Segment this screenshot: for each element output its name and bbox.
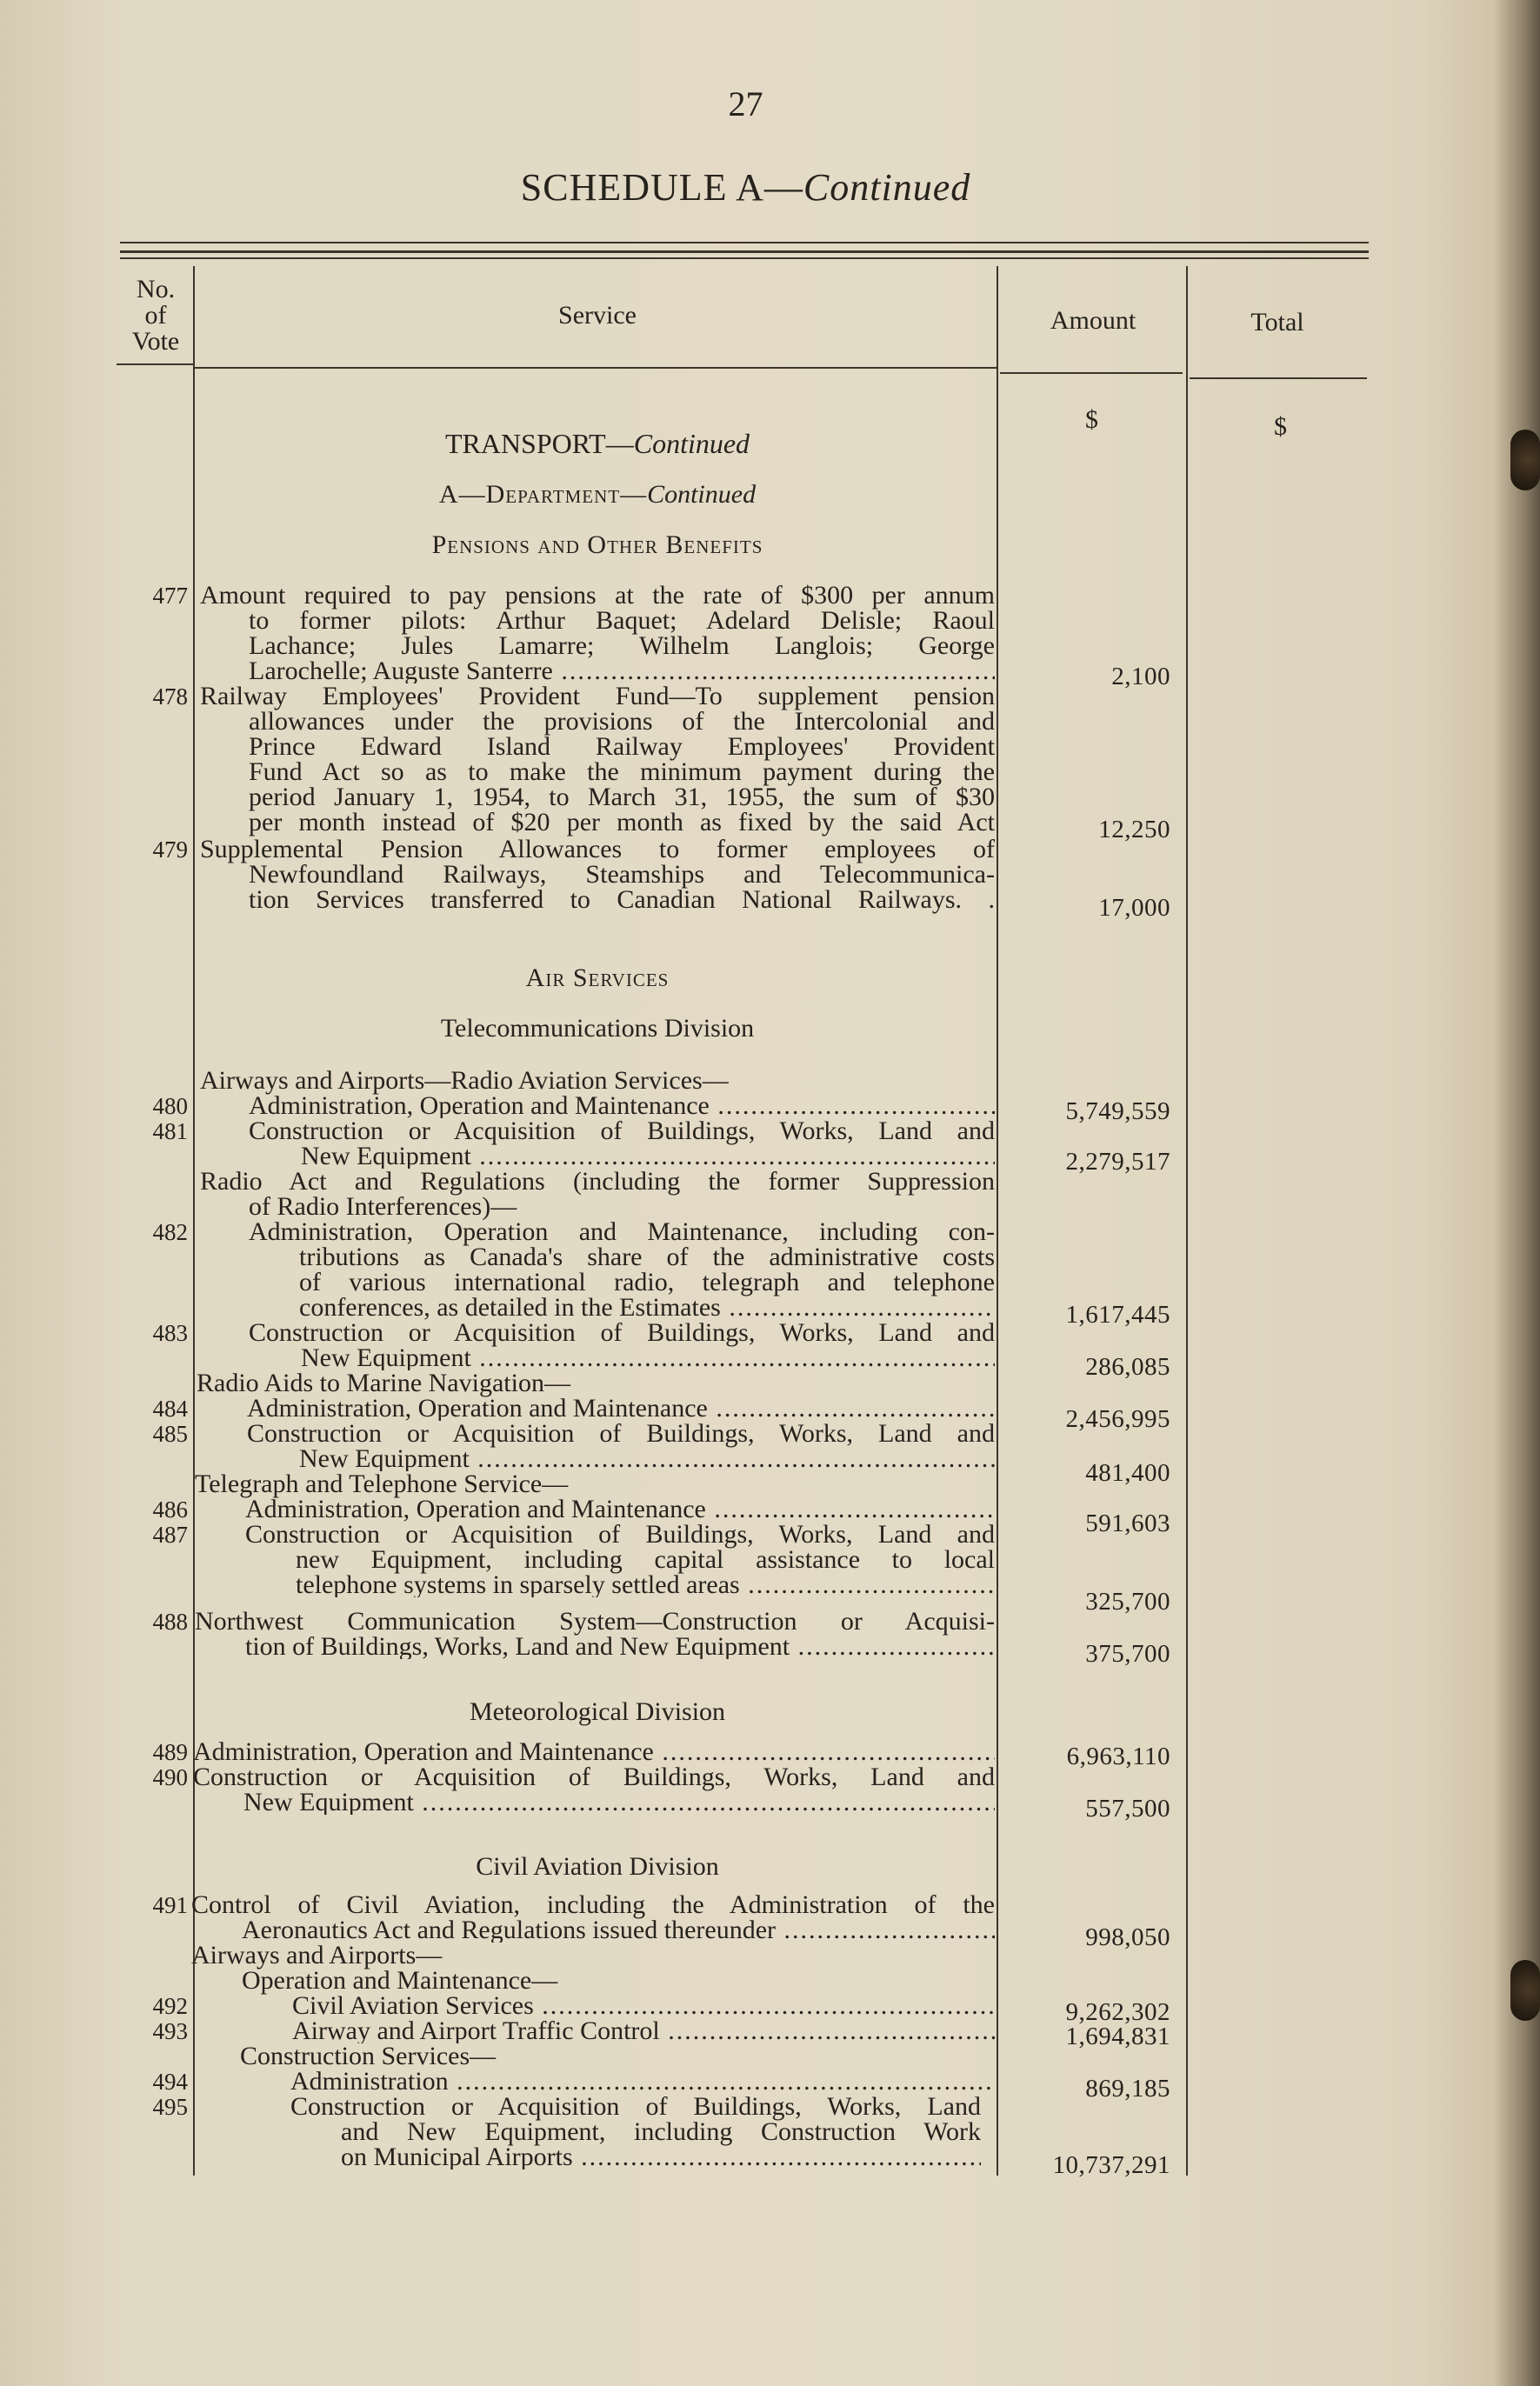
top-rule-1 [120, 242, 1369, 243]
vote-492: 492 [152, 1993, 188, 2019]
vote-483: 483 [152, 1320, 188, 1346]
top-rule-3 [120, 257, 1369, 259]
amount-477: 2,100 [1111, 663, 1170, 690]
amount-487: 325,700 [1085, 1588, 1170, 1616]
service-493-text: Airway and Airport Traffic Control ..... [292, 2018, 995, 2043]
service-492 [292, 1993, 995, 2018]
column-line-amount-right [1186, 266, 1188, 2176]
vote-479: 479 [152, 836, 188, 863]
service-490-line-1: Construction or Acquisition of Buildings, Works, Land and [193, 1763, 995, 1791]
amount-489: 6,963,110 [1066, 1743, 1170, 1770]
header-underline-vote [117, 363, 193, 365]
column-line-service-left [193, 266, 195, 2176]
binding-ring-top [1510, 430, 1540, 490]
total-unit: $ [1274, 412, 1287, 441]
amount-492: 9,262,302 [1065, 1998, 1170, 2026]
subheading-operation-maintenance: Operation and Maintenance— [242, 1966, 558, 1995]
service-482-line-2: tributions as Canada's share of the administrative costs [299, 1243, 995, 1271]
service-480-text: Administration, Operation and Maintenance ..... [249, 1093, 995, 1118]
service-495-line-3 [341, 2144, 981, 2169]
amount-494: 869,185 [1085, 2075, 1170, 2103]
service-480 [249, 1093, 995, 1118]
amount-488: 375,700 [1085, 1640, 1170, 1668]
service-487-line-3 [296, 1572, 995, 1597]
service-495-line-1: Construction or Acquisition of Buildings, Works, Land [290, 2092, 981, 2121]
heading-pensions: Pensions and Other Benefits [431, 530, 763, 559]
heading-department-main: A—Department— [438, 480, 648, 509]
vote-481: 481 [152, 1118, 188, 1144]
service-485-line-1: Construction or Acquisition of Buildings, Works, Land and [247, 1419, 995, 1448]
service-479-line-3: tion Services transferred to Canadian National Railways. . [249, 885, 995, 914]
heading-telecom-division: Telecommunications Division [440, 1014, 755, 1043]
heading-transport-main: TRANSPORT— [444, 428, 634, 459]
vote-494: 494 [152, 2069, 188, 2095]
heading-transport-italic: Continued [633, 428, 750, 459]
vote-489: 489 [152, 1739, 188, 1765]
service-484 [247, 1396, 995, 1421]
heading-transport [198, 428, 997, 460]
amount-486: 591,603 [1085, 1510, 1170, 1537]
service-482-line-4-text: conferences, as detailed in the Estimates ..... [299, 1295, 995, 1320]
amount-478: 12,250 [1098, 816, 1170, 843]
amount-491: 998,050 [1085, 1923, 1170, 1951]
header-vote-line-3: Vote [131, 327, 180, 356]
service-479-line-2: Newfoundland Railways, Steamships and Telecommunica- [249, 860, 995, 889]
service-484-text: Administration, Operation and Maintenance ..... [247, 1396, 995, 1421]
vote-490: 490 [152, 1764, 188, 1790]
subheading-telegraph-telephone: Telegraph and Telephone Service— [195, 1470, 569, 1498]
heading-department-italic: Continued [647, 480, 757, 509]
service-481-line-2-text: New Equipment ..... [301, 1143, 995, 1169]
amount-479: 17,000 [1098, 894, 1170, 922]
header-vote [117, 277, 195, 355]
service-477-line-2: to former pilots: Arthur Baquet; Adelard Delisle; Raoul [249, 606, 995, 635]
service-490-line-2-text: New Equipment ..... [243, 1790, 995, 1815]
service-486-text: Administration, Operation and Maintenance ..... [245, 1496, 995, 1522]
vote-487: 487 [152, 1522, 188, 1548]
schedule-title-main: SCHEDULE A— [520, 166, 803, 209]
vote-485: 485 [152, 1421, 188, 1447]
service-477-line-4-text: Larochelle; Auguste Santerre ..... [249, 658, 995, 683]
service-487-line-3-text: telephone systems in sparsely settled areas ..... [296, 1572, 995, 1597]
vote-486: 486 [152, 1496, 188, 1523]
vote-480: 480 [152, 1093, 188, 1119]
service-495-line-3-text: on Municipal Airports ..... [341, 2144, 981, 2169]
amount-485: 481,400 [1085, 1459, 1170, 1487]
service-489 [193, 1739, 995, 1764]
service-485-line-2-text: New Equipment ..... [299, 1446, 995, 1471]
vote-484: 484 [152, 1396, 188, 1422]
service-490-line-2 [243, 1790, 995, 1815]
schedule-title [0, 165, 1491, 210]
amount-480: 5,749,559 [1065, 1097, 1170, 1125]
header-service: Service [558, 301, 637, 330]
amount-unit: $ [1085, 405, 1098, 434]
service-483-line-2 [301, 1345, 995, 1370]
service-492-text: Civil Aviation Services ..... [292, 1993, 995, 2018]
vote-491: 491 [152, 1892, 188, 1918]
service-488-line-1: Northwest Communication System—Construction or Acquisi- [195, 1607, 995, 1636]
subheading-marine-navigation: Radio Aids to Marine Navigation— [197, 1369, 570, 1397]
header-underline-total [1190, 377, 1367, 379]
service-478-line-4: Fund Act so as to make the minimum payment during the [249, 757, 995, 786]
service-479-line-1: Supplemental Pension Allowances to former employees of [200, 835, 995, 863]
service-495-line-2: and New Equipment, including Construction Work [341, 2117, 981, 2146]
service-487-line-2: new Equipment, including capital assistance to local [296, 1545, 995, 1574]
service-481-line-2 [301, 1143, 995, 1169]
service-482-line-3: of various international radio, telegraph and telephone [299, 1268, 995, 1296]
service-488-line-2-text: tion of Buildings, Works, Land and New Equipment ..... [245, 1634, 995, 1659]
heading-meteorological-division: Meteorological Division [469, 1697, 726, 1726]
header-total: Total [1250, 308, 1304, 337]
service-482-line-4 [299, 1295, 995, 1320]
service-478-line-3: Prince Edward Island Railway Employees' Provident [249, 732, 995, 761]
service-494 [290, 2069, 995, 2094]
binding-ring-bottom [1510, 1960, 1540, 2021]
service-481-line-1: Construction or Acquisition of Buildings, Works, Land and [249, 1116, 995, 1145]
header-underline-service [195, 367, 998, 369]
service-478-line-1: Railway Employees' Provident Fund—To supplement pension [200, 682, 995, 710]
service-486 [245, 1496, 995, 1522]
subheading-airways-radio: Airways and Airports—Radio Aviation Services— [200, 1066, 729, 1095]
column-line-service-right [997, 266, 998, 2176]
service-477-line-1: Amount required to pay pensions at the rate of $300 per annum [200, 581, 995, 610]
schedule-title-italic: Continued [803, 166, 971, 209]
subheading-construction-services: Construction Services— [240, 2042, 497, 2070]
header-vote-line-2: of [144, 301, 167, 330]
amount-481: 2,279,517 [1065, 1148, 1170, 1176]
header-underline-amount [1000, 372, 1183, 374]
service-483-line-2-text: New Equipment ..... [301, 1345, 995, 1370]
service-478-line-5: period January 1, 1954, to March 31, 1955, the sum of $30 [249, 783, 995, 811]
vote-493: 493 [152, 2018, 188, 2044]
service-494-text: Administration ..... [290, 2069, 995, 2094]
subheading-radio-act-line-1: Radio Act and Regulations (including the former Suppression [200, 1167, 995, 1196]
subheading-radio-act-line-2: of Radio Interferences)— [249, 1192, 517, 1221]
heading-civil-aviation-division: Civil Aviation Division [476, 1852, 719, 1881]
service-478-line-2: allowances under the provisions of the Intercolonial and [249, 707, 995, 736]
service-485-line-2 [299, 1446, 995, 1471]
service-488-line-2 [245, 1634, 995, 1659]
service-491-line-2-text: Aeronautics Act and Regulations issued thereunder ..... [242, 1917, 995, 1943]
amount-482: 1,617,445 [1065, 1301, 1170, 1329]
service-489-text: Administration, Operation and Maintenance ..... [193, 1739, 995, 1764]
header-vote-line-1: No. [136, 275, 176, 303]
service-483-line-1: Construction or Acquisition of Buildings, Works, Land and [249, 1318, 995, 1347]
heading-air-services: Air Services [525, 963, 670, 992]
service-487-line-1: Construction or Acquisition of Buildings, Works, Land and [245, 1520, 995, 1549]
service-491-line-1: Control of Civil Aviation, including the Administration of the [191, 1890, 995, 1919]
service-477-line-3: Lachance; Jules Lamarre; Wilhelm Langlois; George [249, 631, 995, 660]
vote-495: 495 [152, 2094, 188, 2120]
vote-488: 488 [152, 1609, 188, 1635]
amount-484: 2,456,995 [1065, 1405, 1170, 1433]
vote-477: 477 [152, 583, 188, 609]
amount-490: 557,500 [1085, 1795, 1170, 1823]
vote-482: 482 [152, 1219, 188, 1245]
vote-478: 478 [152, 683, 188, 710]
service-482-line-1: Administration, Operation and Maintenance, including con- [249, 1217, 995, 1246]
service-491-line-2 [242, 1917, 995, 1943]
page-number: 27 [728, 84, 763, 123]
header-amount: Amount [1050, 306, 1137, 335]
amount-495: 10,737,291 [1052, 2151, 1170, 2179]
heading-department [198, 480, 997, 510]
subheading-airways-airports: Airways and Airports— [191, 1941, 443, 1969]
service-493 [292, 2018, 995, 2043]
service-478-line-6: per month instead of $20 per month as fixed by the said Act [249, 808, 995, 836]
service-477-line-4 [249, 658, 995, 683]
amount-483: 286,085 [1085, 1353, 1170, 1381]
top-rule-2 [120, 250, 1369, 253]
amount-493: 1,694,831 [1065, 2023, 1170, 2050]
